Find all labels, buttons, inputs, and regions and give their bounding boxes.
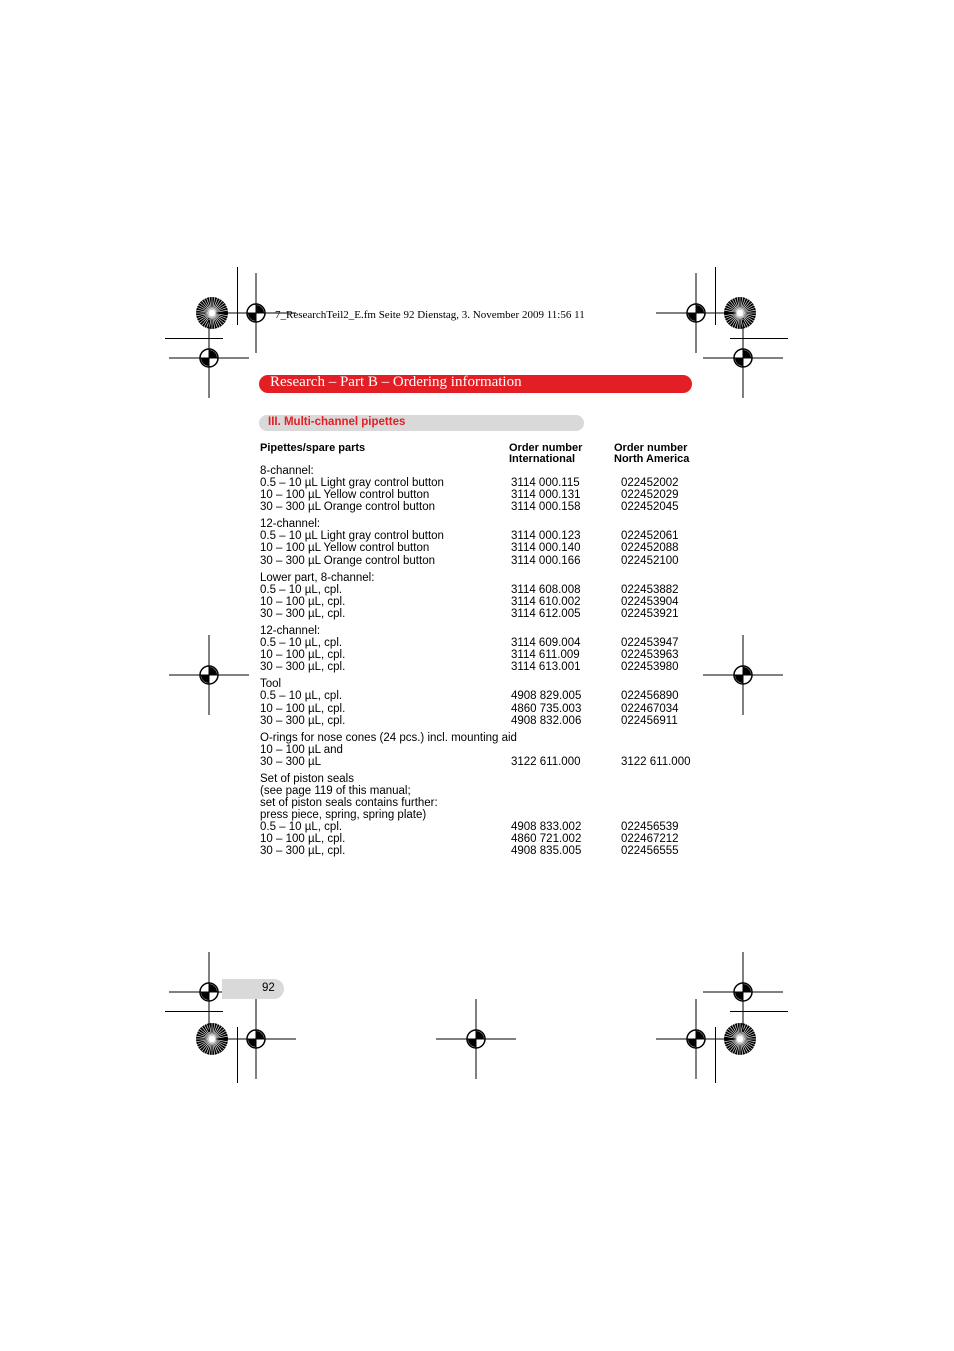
row-description: 8-channel:	[260, 465, 314, 477]
row-description: 10 – 100 µL, cpl.	[260, 649, 346, 661]
row-description: 10 – 100 µL, cpl.	[260, 703, 346, 715]
row-order-na: 022453947	[621, 637, 679, 649]
crop-line	[730, 338, 788, 339]
registration-mark-icon	[436, 999, 516, 1079]
row-description: 30 – 300 µL, cpl.	[260, 661, 346, 673]
crop-line	[715, 267, 716, 325]
row-order-intl: 3114 610.002	[511, 596, 581, 608]
crop-line	[715, 1027, 716, 1083]
row-order-intl: 4860 721.002	[511, 833, 582, 845]
row-description: 0.5 – 10 µL, cpl.	[260, 637, 343, 649]
header-parts: Pipettes/spare parts	[260, 442, 366, 454]
registration-mark-icon	[703, 635, 783, 715]
row-description: 10 – 100 µL, cpl.	[260, 833, 346, 845]
row-order-na: 022456539	[621, 821, 679, 833]
row-description: (see page 119 of this manual;	[260, 785, 411, 797]
row-description: 30 – 300 µL, cpl.	[260, 608, 346, 620]
row-description: 10 – 100 µL, cpl.	[260, 596, 346, 608]
row-order-na: 022452002	[621, 477, 679, 489]
row-order-na: 022467212	[621, 833, 679, 845]
page-number: 92	[262, 982, 275, 994]
title-bar	[259, 375, 692, 393]
section-bar	[259, 415, 584, 431]
row-order-na: 022453882	[621, 584, 679, 596]
row-description: 10 – 100 µL Yellow control button	[260, 542, 430, 554]
row-description: 0.5 – 10 µL, cpl.	[260, 690, 343, 702]
section-heading: III. Multi-channel pipettes	[268, 416, 406, 428]
row-order-na: 022453980	[621, 661, 679, 673]
row-description: Tool	[260, 678, 282, 690]
row-description: 0.5 – 10 µL Light gray control button	[260, 477, 444, 489]
row-description: 10 – 100 µL Yellow control button	[260, 489, 430, 501]
row-order-na: 3122 611.000	[621, 756, 691, 768]
registration-mark-icon	[703, 952, 783, 1032]
row-order-intl: 3114 000.131	[511, 489, 581, 501]
row-description: Lower part, 8-channel:	[260, 572, 375, 584]
crop-line	[237, 1027, 238, 1083]
header-na-line1: Order number	[614, 442, 688, 454]
row-order-na: 022453963	[621, 649, 679, 661]
row-order-intl: 3114 000.115	[511, 477, 580, 489]
crop-line	[237, 267, 238, 325]
row-order-na: 022452029	[621, 489, 679, 501]
row-order-intl: 3114 611.009	[511, 649, 580, 661]
registration-mark-icon	[169, 318, 249, 398]
row-order-intl: 4908 829.005	[511, 690, 582, 702]
row-order-na: 022453921	[621, 608, 679, 620]
row-order-na: 022452045	[621, 501, 679, 513]
crop-line	[165, 338, 223, 339]
row-description: 12-channel:	[260, 625, 321, 637]
header-intl-line1: Order number	[509, 442, 583, 454]
file-slug-line: 7_ResearchTeil2_E.fm Seite 92 Dienstag, 3. November 2009 11:56 11	[275, 309, 585, 321]
row-description: press piece, spring, spring plate)	[260, 809, 427, 821]
row-description: set of piston seals contains further:	[260, 797, 438, 809]
row-order-na: 022456555	[621, 845, 679, 857]
header-intl-line2: International	[509, 453, 576, 465]
row-description: 0.5 – 10 µL, cpl.	[260, 821, 343, 833]
row-description: 12-channel:	[260, 518, 321, 530]
row-order-na: 022452100	[621, 555, 679, 567]
row-order-intl: 3114 000.166	[511, 555, 581, 567]
row-order-intl: 3114 000.158	[511, 501, 581, 513]
row-order-intl: 4908 833.002	[511, 821, 582, 833]
page-number-badge	[222, 979, 284, 999]
row-order-intl: 3114 612.005	[511, 608, 581, 620]
registration-mark-icon	[169, 635, 249, 715]
row-description: 30 – 300 µL, cpl.	[260, 845, 346, 857]
crop-line	[730, 1011, 788, 1012]
row-order-intl: 4908 835.005	[511, 845, 582, 857]
row-order-intl: 4908 832.006	[511, 715, 582, 727]
row-description: 30 – 300 µL, cpl.	[260, 715, 346, 727]
row-order-intl: 3114 609.004	[511, 637, 581, 649]
row-description: 10 – 100 µL and	[260, 744, 343, 756]
row-description: O-rings for nose cones (24 pcs.) incl. mounting aid	[260, 732, 517, 744]
row-order-intl: 3114 608.008	[511, 584, 581, 596]
row-description: 30 – 300 µL	[260, 756, 321, 768]
crop-line	[165, 1011, 223, 1012]
row-order-intl: 3114 000.140	[511, 542, 581, 554]
header-na-line2: North America	[614, 453, 690, 465]
row-order-na: 022453904	[621, 596, 679, 608]
row-description: 0.5 – 10 µL, cpl.	[260, 584, 343, 596]
row-description: 30 – 300 µL Orange control button	[260, 555, 435, 567]
row-order-na: 022452088	[621, 542, 679, 554]
row-order-intl: 3122 611.000	[511, 756, 581, 768]
row-order-na: 022456911	[621, 715, 678, 727]
row-order-na: 022467034	[621, 703, 679, 715]
row-order-intl: 3114 613.001	[511, 661, 581, 673]
row-description: Set of piston seals	[260, 773, 354, 785]
row-description: 30 – 300 µL Orange control button	[260, 501, 435, 513]
row-order-na: 022456890	[621, 690, 679, 702]
registration-mark-icon	[703, 318, 783, 398]
row-order-intl: 3114 000.123	[511, 530, 581, 542]
row-description: 0.5 – 10 µL Light gray control button	[260, 530, 444, 542]
row-order-intl: 4860 735.003	[511, 703, 582, 715]
page-title: Research – Part B – Ordering information	[270, 374, 522, 390]
row-order-na: 022452061	[621, 530, 679, 542]
